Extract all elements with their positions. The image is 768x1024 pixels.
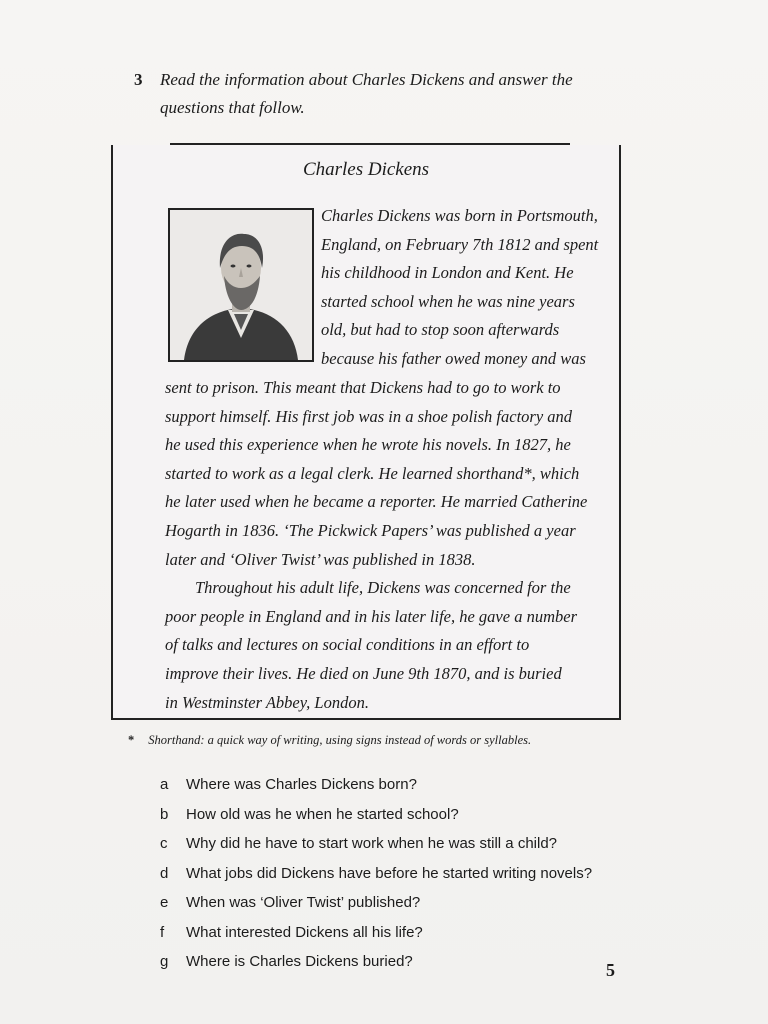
article-line: of talks and lectures on social conditions in an effort to xyxy=(165,635,530,655)
question-text: How old was he when he started school? xyxy=(186,805,459,823)
exercise-number: 3 xyxy=(134,70,143,89)
article-line: Charles Dickens was born in Portsmouth, xyxy=(321,206,598,225)
question-letter: f xyxy=(160,923,165,941)
question-letter: b xyxy=(160,805,169,823)
instruction-line-2: questions that follow. xyxy=(160,98,305,117)
question-item xyxy=(160,947,640,977)
question-text: What interested Dickens all his life? xyxy=(186,923,423,941)
question-item xyxy=(160,800,640,830)
article-line: Hogarth in 1836. ‘The Pickwick Papers’ was published a year xyxy=(165,520,576,540)
article-line: old, but had to stop soon afterwards xyxy=(321,320,560,340)
article-line: England, on February 7th 1812 and spent xyxy=(321,234,599,254)
question-item xyxy=(160,770,640,800)
footnote-text: Shorthand: a quick way of writing, using signs instead of words or syllables. xyxy=(148,733,532,747)
article-line: in Westminster Abbey, London. xyxy=(165,692,369,712)
footnote xyxy=(128,733,648,748)
question-item xyxy=(160,888,640,918)
article-line: started school when he was nine years xyxy=(321,291,575,311)
article-line: poor people in England and in his later life, he gave a number xyxy=(165,606,577,626)
article-line: his childhood in London and Kent. He xyxy=(321,263,574,283)
article-paragraph-body xyxy=(165,374,613,717)
page-number: 5 xyxy=(606,960,615,980)
footnote-marker: * xyxy=(128,733,135,747)
question-letter: e xyxy=(160,894,169,911)
question-text: Where was Charles Dickens born? xyxy=(186,776,417,793)
article-line: he used this experience when he wrote his novels. In 1827, he xyxy=(165,435,571,455)
question-item xyxy=(160,918,640,948)
article-line: support himself. His first job was in a shoe polish factory and xyxy=(165,406,573,426)
question-item xyxy=(160,859,640,889)
question-text: Why did he have to start work when he was still a child? xyxy=(186,835,558,852)
portrait-image xyxy=(168,208,314,362)
question-item xyxy=(160,829,640,859)
question-list xyxy=(160,770,640,977)
instruction-line-1: Read the information about Charles Dickens and answer the xyxy=(160,70,573,89)
question-text: When was ‘Oliver Twist’ published? xyxy=(186,894,421,911)
question-letter: g xyxy=(160,953,169,970)
question-text: Where is Charles Dickens buried? xyxy=(186,953,413,970)
article-line: improve their lives. He died on June 9th 1870, and is buried xyxy=(165,663,562,683)
article-line: he later used when he became a reporter. He married Catherine xyxy=(165,492,588,512)
question-text: What jobs did Dickens have before he started writing novels? xyxy=(186,864,593,882)
article-line: started to work as a legal clerk. He learned shorthand*, which xyxy=(165,463,580,483)
article-line: because his father owed money and was xyxy=(321,348,586,368)
article-box xyxy=(111,145,621,720)
portrait-drawing xyxy=(170,210,312,360)
article-line: later and ‘Oliver Twist’ was published in 1838. xyxy=(165,549,476,569)
article-title: Charles Dickens xyxy=(302,159,430,180)
question-letter: d xyxy=(160,864,169,882)
article-line: sent to prison. This meant that Dickens had to go to work to xyxy=(165,378,561,397)
question-letter: a xyxy=(160,776,169,793)
exercise-instruction xyxy=(134,66,654,122)
article-line: Throughout his adult life, Dickens was concerned for the xyxy=(195,578,571,598)
question-letter: c xyxy=(160,835,168,852)
article-paragraph-1-top xyxy=(321,202,611,374)
